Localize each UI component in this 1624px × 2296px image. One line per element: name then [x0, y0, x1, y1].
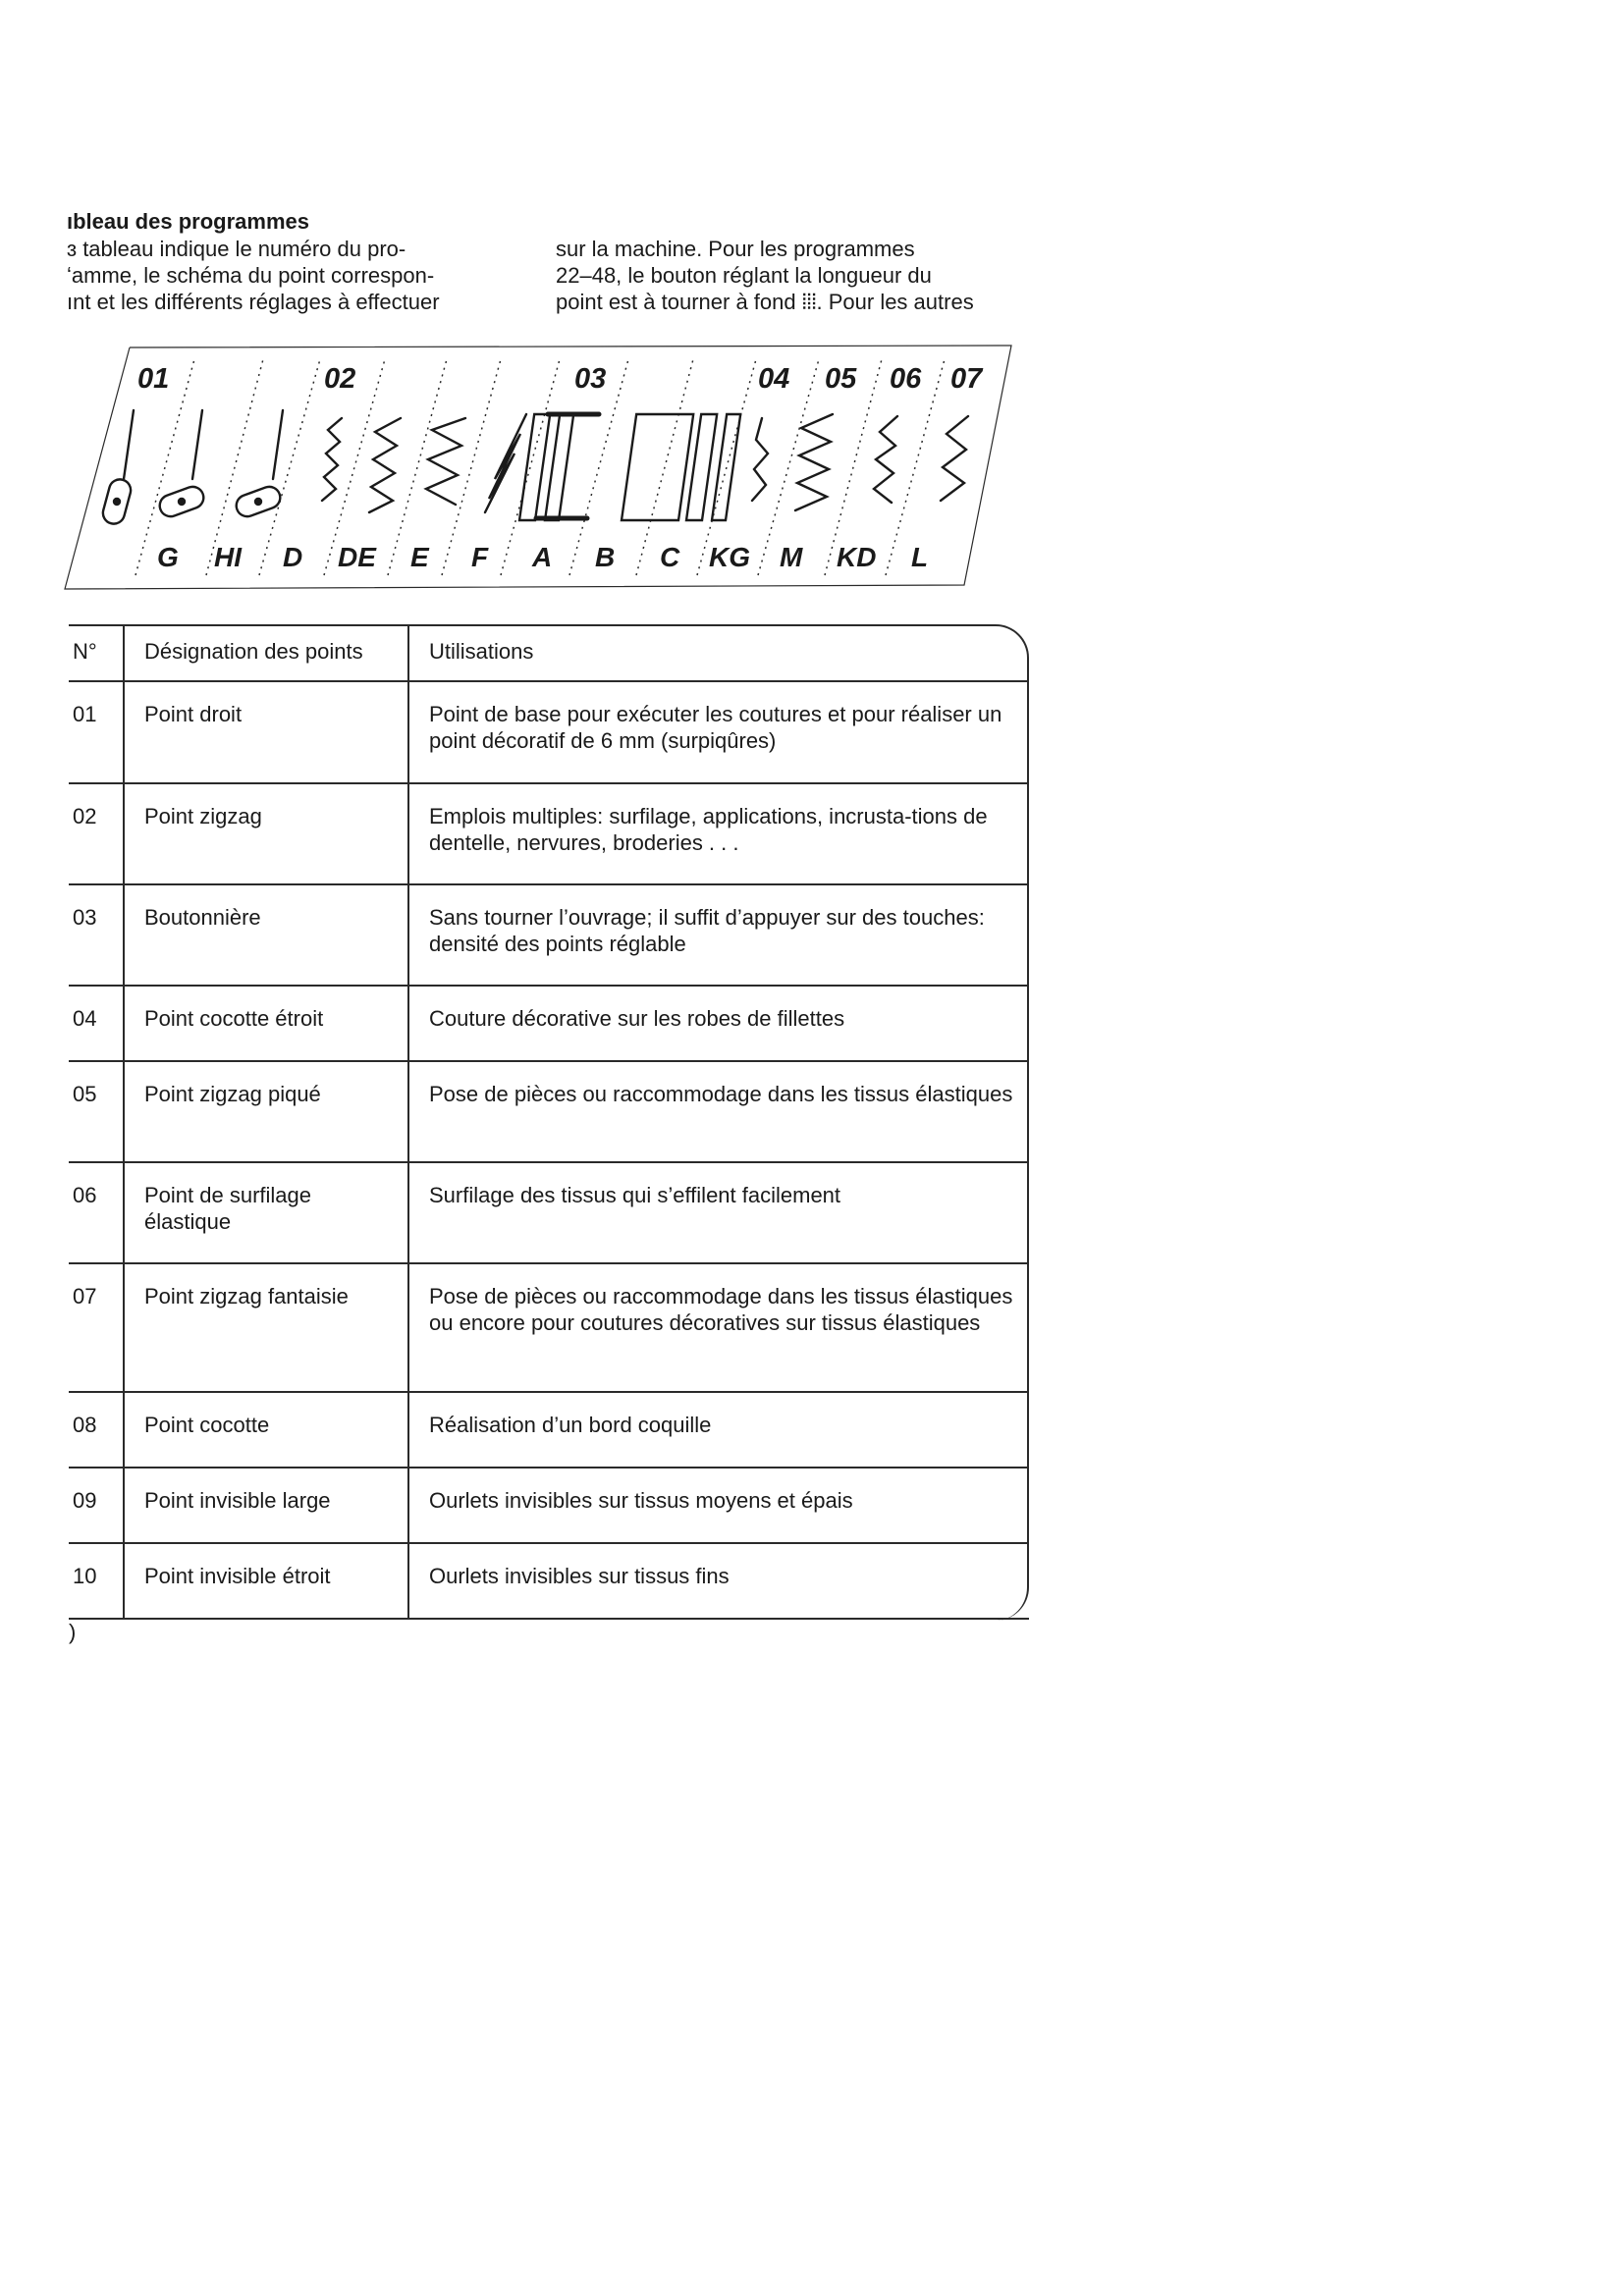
intro-line: sur la machine. Pour les programmes — [556, 237, 915, 261]
table-row — [69, 986, 1029, 1061]
stitch-letter-label: C — [660, 542, 680, 572]
stitch-letter-label: A — [532, 542, 553, 572]
intro-line: point est à tourner à fond ⦙⦙⦙. Pour les autres — [556, 290, 974, 314]
stitch-letter-label: D — [283, 542, 303, 572]
page-edge-mark: ) — [69, 1620, 77, 1644]
stitch-letter-label: E — [410, 542, 429, 572]
program-number-cell: 04 — [69, 986, 124, 1061]
program-number-label: 04 — [758, 363, 790, 395]
stitch-name-cell: Point droit — [124, 681, 408, 783]
stitch-use-cell: Réalisation d’un bord coquille — [408, 1392, 1029, 1468]
table-row — [69, 1543, 1029, 1619]
table-row — [69, 681, 1029, 783]
stitch-letter-label: F — [471, 542, 489, 572]
stitch-name-cell: Point zigzag piqué — [124, 1061, 408, 1162]
table-row — [69, 1392, 1029, 1468]
program-number-label: 03 — [574, 363, 607, 395]
table-row — [69, 1162, 1029, 1263]
stitch-use-cell: Ourlets invisibles sur tissus fins — [408, 1543, 1029, 1619]
stitch-chart — [0, 332, 1031, 602]
stitch-letter-label: DE — [338, 542, 376, 572]
program-number-cell: 08 — [69, 1392, 124, 1468]
table-row — [69, 884, 1029, 986]
program-number-label: 01 — [137, 363, 170, 395]
program-number-label: 05 — [825, 363, 857, 395]
program-number-label: 02 — [324, 363, 356, 395]
intro-line: ınt et les différents réglages à effectuer — [67, 290, 440, 314]
stitch-letter-label: KG — [709, 542, 750, 572]
table-row — [69, 783, 1029, 884]
program-number-cell: 02 — [69, 783, 124, 884]
program-number-label: 07 — [950, 363, 983, 395]
stitch-letter-label: HI — [214, 542, 242, 572]
stitch-letter-label: B — [595, 542, 616, 572]
column-header-number: N° — [69, 624, 124, 681]
program-number-cell: 06 — [69, 1162, 124, 1263]
stitch-letter-label: L — [911, 542, 929, 572]
stitch-letter-label: M — [780, 542, 803, 572]
intro-line: ʻamme, le schéma du point correspon- — [67, 263, 435, 288]
stitch-use-cell: Couture décorative sur les robes de fillettes — [408, 986, 1029, 1061]
stitch-name-cell: Point de surfilage élastique — [124, 1162, 408, 1263]
stitch-use-cell: Pose de pièces ou raccommodage dans les tissus élastiques ou encore pour coutures décoratives sur tissus élastiques — [408, 1263, 1029, 1392]
stitch-letter-label: G — [157, 542, 179, 572]
stitch-name-cell: Point invisible étroit — [124, 1543, 408, 1619]
intro-line: ɜ tableau indique le numéro du pro- — [67, 237, 406, 261]
stitch-use-cell: Point de base pour exécuter les coutures et pour réaliser un point décoratif de 6 mm (surpiqûres) — [408, 681, 1029, 783]
stitch-letter-label: KD — [837, 542, 877, 572]
column-header-designation: Désignation des points — [124, 624, 408, 681]
program-number-cell: 05 — [69, 1061, 124, 1162]
stitch-use-cell: Ourlets invisibles sur tissus moyens et épais — [408, 1468, 1029, 1543]
program-number-label: 06 — [890, 363, 922, 395]
section-title: ıbleau des programmes — [67, 209, 309, 234]
stitch-name-cell: Point cocotte — [124, 1392, 408, 1468]
stitch-use-cell: Pose de pièces ou raccommodage dans les tissus élastiques — [408, 1061, 1029, 1162]
program-number-cell: 10 — [69, 1543, 124, 1619]
program-table-wrap — [69, 624, 1029, 1620]
intro-text-left — [67, 236, 499, 315]
program-number-cell: 07 — [69, 1263, 124, 1392]
table-header-row — [69, 624, 1029, 681]
stitch-use-cell: Surfilage des tissus qui s’effilent facilement — [408, 1162, 1029, 1263]
stitch-name-cell: Point zigzag — [124, 783, 408, 884]
stitch-name-cell: Point cocotte étroit — [124, 986, 408, 1061]
program-table — [69, 624, 1029, 1620]
stitch-name-cell: Point invisible large — [124, 1468, 408, 1543]
stitch-use-cell: Emplois multiples: surfilage, applications, incrusta-tions de dentelle, nervures, broderies . . . — [408, 783, 1029, 884]
column-header-uses: Utilisations — [408, 624, 1029, 681]
stitch-name-cell: Point zigzag fantaisie — [124, 1263, 408, 1392]
program-number-cell: 09 — [69, 1468, 124, 1543]
stitch-name-cell: Boutonnière — [124, 884, 408, 986]
intro-line: 22–48, le bouton réglant la longueur du — [556, 263, 932, 288]
stitch-use-cell: Sans tourner l’ouvrage; il suffit d’appuyer sur des touches: densité des points réglable — [408, 884, 1029, 986]
stitch-chart-svg — [0, 332, 1031, 602]
table-row — [69, 1468, 1029, 1543]
table-row — [69, 1263, 1029, 1392]
program-number-cell: 03 — [69, 884, 124, 986]
table-row — [69, 1061, 1029, 1162]
program-number-cell: 01 — [69, 681, 124, 783]
intro-text-right — [556, 236, 1047, 315]
